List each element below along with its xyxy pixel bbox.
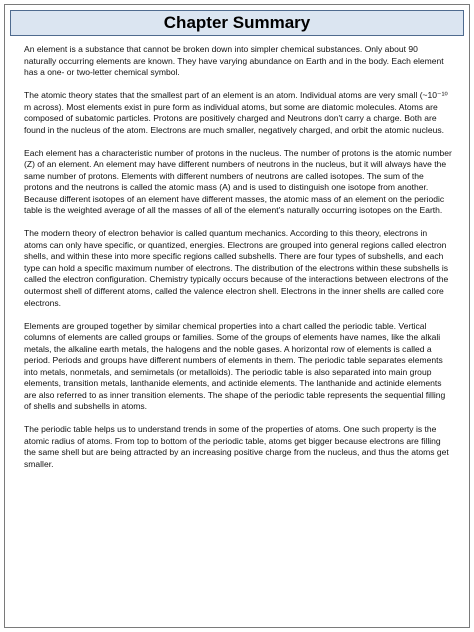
page-title: Chapter Summary — [163, 13, 311, 32]
paragraph-periodic-table: Elements are grouped together by similar chemical properties into a chart called the periodic table. Vertical columns of elements are called groups or families. Some of the groups of elements have names, like the alkali metals, the alkaline earth metals, the halogens and the noble gases. A horizontal row of elements is called a period. Periods and groups have different numbers of elements in them. The periodic table separates elements into metals, nonmetals, and semimetals (or metalloids). The periodic table is also separated into main group elements, transition metals, lanthanide elements, and actinide elements. The lanthanide and actinide elements are also referred to as inner transition elements. The shape of the periodic table represents the sequential filling of shells and subshells in atoms. — [24, 320, 446, 412]
paragraph-quantum-mechanics: The modern theory of electron behavior is called quantum mechanics. According to this theory, electrons in atoms can only have specific, or quantized, energies. Electrons are grouped into general regions called electron shells, and within these into more specific regions called subshells. There are four types of subshells, and each type can hold a specific maximum number of electrons. The distribution of the electrons within these subshells is called the electron configuration. Chemistry typically occurs because of the interactions between electrons of the outermost shell of different atoms, called the valence electron shell. Electrons in the inner shells are called core electrons. — [24, 228, 449, 308]
title-banner — [10, 10, 464, 36]
paragraph-isotopes: Each element has a characteristic number of protons in the nucleus. The number of protons is the atomic number (Z) of an element. An element may have different numbers of neutrons in the nucleus, but it will always have the same number of protons. Elements with different numbers of neutrons are called isotopes. The sum of the protons and the neutrons is called the atomic mass (A) and is used to distinguish one isotope from another. Because different isotopes of an element have different masses, the atomic mass of an element on the periodic table is the weighted average of all the masses of all of the element's naturally occurring isotopes on the Earth. — [24, 147, 452, 216]
summary-body — [24, 44, 452, 482]
paragraph-elements: An element is a substance that cannot be broken down into simpler chemical substances. Only about 90 naturally occurring elements are known. They have varying abundance on Earth and in the body. Each element has a one- or two-letter chemical symbol. — [24, 44, 444, 78]
paragraph-periodic-trends: The periodic table helps us to understand trends in some of the properties of atoms. One such property is the atomic radius of atoms. From top to bottom of the periodic table, atoms get bigger because electrons are filling the same shell but are being attracted by an increasing positive charge from the nucleus, and thus the atoms get smaller. — [24, 424, 449, 469]
paragraph-atomic-theory: The atomic theory states that the smallest part of an element is an atom. Individual atoms are very small (~10⁻¹⁰ m across). Most elements exist in pure form as individual atoms, but some are diatomic molecules. Atoms are composed of subatomic particles. Protons are positively charged and Neutrons don't carry a charge. Both are found in the nucleus of the atom. Electrons are much smaller, negatively charged, and orbit the atomic nucleus. — [24, 90, 448, 135]
